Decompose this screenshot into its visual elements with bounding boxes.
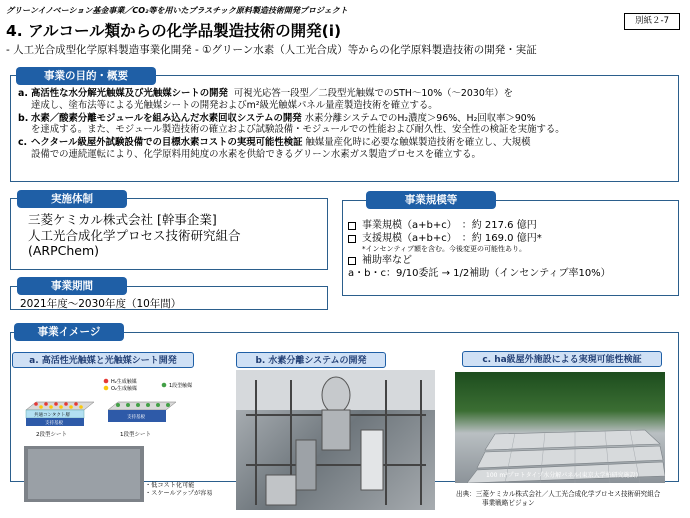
panel-c-title: c. ha級屋外施設による実現可能性検証 — [462, 351, 662, 367]
purpose-list — [18, 88, 676, 162]
layer-contact: 共通コンタクト層 — [34, 413, 70, 418]
purpose-item-body — [31, 137, 531, 161]
purpose-item-c — [18, 137, 676, 161]
implementation-section-label: 実施体制 — [17, 190, 127, 208]
scale-row — [348, 267, 611, 280]
panel-a-title: a. 高活性光触媒と光触媒シート開発 — [12, 352, 194, 368]
separation-equipment-illustration — [236, 370, 435, 510]
o2-catalyst-dot-icon — [104, 386, 109, 391]
scale-text: 事業規模（a+b+c） ：約 217.6 億円 — [362, 220, 537, 231]
purpose-item-text2: 達成し、塗布法等による光触媒シートの開発およびm²級光触媒パネル量産製造技術を確立する。 — [31, 99, 438, 111]
page-title: 4. アルコール類からの化学品製造技術の開発(ⅰ) — [6, 22, 342, 40]
panel-array-illustration — [455, 372, 665, 483]
source-line: 出典：三菱ケミカル株式会社／人工光合成化学プロセス技術研究組合 — [456, 490, 661, 498]
separation-system-photo — [236, 370, 435, 510]
advantage-item: ・スケールアップが容易 — [145, 490, 213, 497]
purpose-item-marker: b. — [18, 112, 29, 124]
purpose-item-a — [18, 88, 676, 112]
purpose-item-body — [31, 88, 513, 112]
layer-support: 支持基板 — [45, 421, 63, 426]
legend-o2: O₂生成触媒 — [111, 386, 137, 392]
one-step-sheet — [108, 402, 176, 438]
one-step-label: 1段型シート — [120, 432, 151, 438]
checkbox-square-icon — [348, 222, 356, 230]
scale-text: a・b・c：9/10委託 → 1/2補助（インセンティブ率10%） — [348, 268, 611, 279]
legend-h2: H₂生成触媒 — [111, 379, 137, 385]
implementation-line: 人工光合成化学プロセス技術研究組合 — [28, 227, 241, 243]
scale-row — [348, 232, 611, 245]
advantages-list — [145, 482, 213, 498]
checkbox-square-icon — [348, 257, 356, 265]
scale-row — [348, 254, 611, 267]
facility-caption: 100 m²プロトタイプ水分解パネル(東京大学柏研究施設) — [486, 472, 638, 479]
purpose-item-text: 水素分離システムでのH₂濃度＞96%、H₂回収率＞90% — [304, 112, 536, 124]
image-section-label: 事業イメージ — [14, 323, 124, 341]
purpose-item-b — [18, 113, 676, 137]
page-subtitle: - 人工光合成型化学原料製造事業化開発 - ①グリーン水素（人工光合成）等からの化学原料製造技術の開発・実証 — [6, 44, 537, 56]
period-section-label: 事業期間 — [17, 277, 127, 295]
implementation-line: 三菱ケミカル株式会社 [幹事企業] — [28, 212, 217, 227]
h2-catalyst-dot-icon — [104, 379, 109, 384]
project-line: グリーンイノベーション基金事業／CO₂等を用いたプラスチック原料製造技術開発プロジェクト — [6, 6, 348, 15]
implementation-text — [28, 212, 241, 259]
purpose-item-marker: a. — [18, 88, 28, 99]
purpose-item-text2: 設備での連続運転により、化学原料用純度の水素を供給できるグリーン水素ガス製造プロセスを確立する。 — [31, 148, 481, 160]
panel-b-title: b. 水素分離システムの開発 — [236, 352, 386, 368]
purpose-item-marker: c. — [18, 137, 28, 149]
scale-list — [348, 219, 611, 280]
outdoor-facility-photo — [455, 372, 665, 483]
scale-text: 補助率など — [362, 255, 412, 266]
implementation-line: (ARPChem) — [28, 243, 100, 258]
scale-section-label: 事業規模等 — [366, 191, 496, 209]
purpose-item-text: 可視光応答一段型／二段型光触媒でのSTH～10%（～2030年）を — [233, 88, 513, 99]
checkbox-square-icon — [348, 235, 356, 243]
two-step-sheet — [26, 402, 94, 438]
source-line: 事業戦略ビジョン — [482, 499, 535, 507]
purpose-item-lead: ヘクタール級屋外試験設備での目標水素コストの実現可能性検証 — [31, 137, 303, 149]
two-step-label: 2段型シート — [36, 432, 67, 438]
purpose-item-lead: 水素／酸素分離モジュールを組み込んだ水素回収システムの開発 — [31, 112, 302, 124]
scale-row — [348, 219, 611, 232]
legend-single: 1段型触媒 — [169, 383, 193, 389]
purpose-item-body — [31, 113, 565, 137]
purpose-item-text: 触媒量産化時に必要な触媒製造技術を確立し、大規模 — [305, 137, 531, 149]
scale-text: 支援規模（a+b+c） ：約 169.0 億円* — [362, 233, 542, 244]
attachment-label: 別紙２-7 — [624, 13, 680, 30]
single-catalyst-dot-icon — [162, 383, 167, 388]
purpose-section-label: 事業の目的・概要 — [16, 67, 156, 85]
advantage-item: ・低コスト化可能 — [145, 482, 195, 489]
purpose-item-lead: 高活性な水分解光触媒及び光触媒シートの開発 — [31, 88, 228, 99]
scale-note: *インセンティブ額を含む。今後変更の可能性あり。 — [362, 245, 526, 253]
layer-support-2: 支持基板 — [127, 415, 145, 420]
period-value: 2021年度～2030年度（10年間） — [20, 298, 182, 310]
purpose-item-text2: を達成する。また、モジュール製造技術の確立および試験設備・モジュールでの性能および耐久性、安全性の検証を実施する。 — [31, 124, 565, 136]
source-note — [456, 490, 660, 508]
